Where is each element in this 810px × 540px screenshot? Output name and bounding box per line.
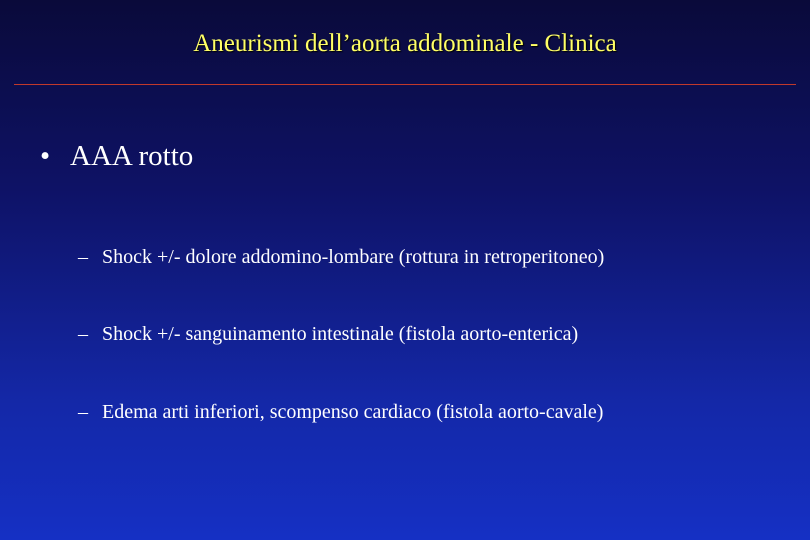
sub-item-shock-dolore (78, 246, 604, 269)
dash-marker: – (78, 401, 88, 423)
sub-item-text: Edema arti inferiori, scompenso cardiaco (fistola aorto-cavale) (102, 401, 604, 423)
dash-marker: – (78, 323, 88, 345)
dash-marker: – (78, 246, 88, 268)
sub-item-text: Shock +/- sanguinamento intestinale (fistola aorto-enterica) (102, 323, 579, 345)
sub-item-text: Shock +/- dolore addomino-lombare (rottura in retroperitoneo) (102, 246, 605, 268)
slide-title: Aneurismi dell’aorta addominale - Clinica (193, 30, 617, 57)
bullet-text: AAA rotto (70, 140, 194, 172)
bullet-item (40, 140, 193, 173)
sub-item-shock-sanguinamento (78, 323, 578, 346)
bullet-marker: • (40, 140, 51, 172)
sub-item-edema (78, 401, 603, 424)
title-divider (14, 84, 796, 85)
